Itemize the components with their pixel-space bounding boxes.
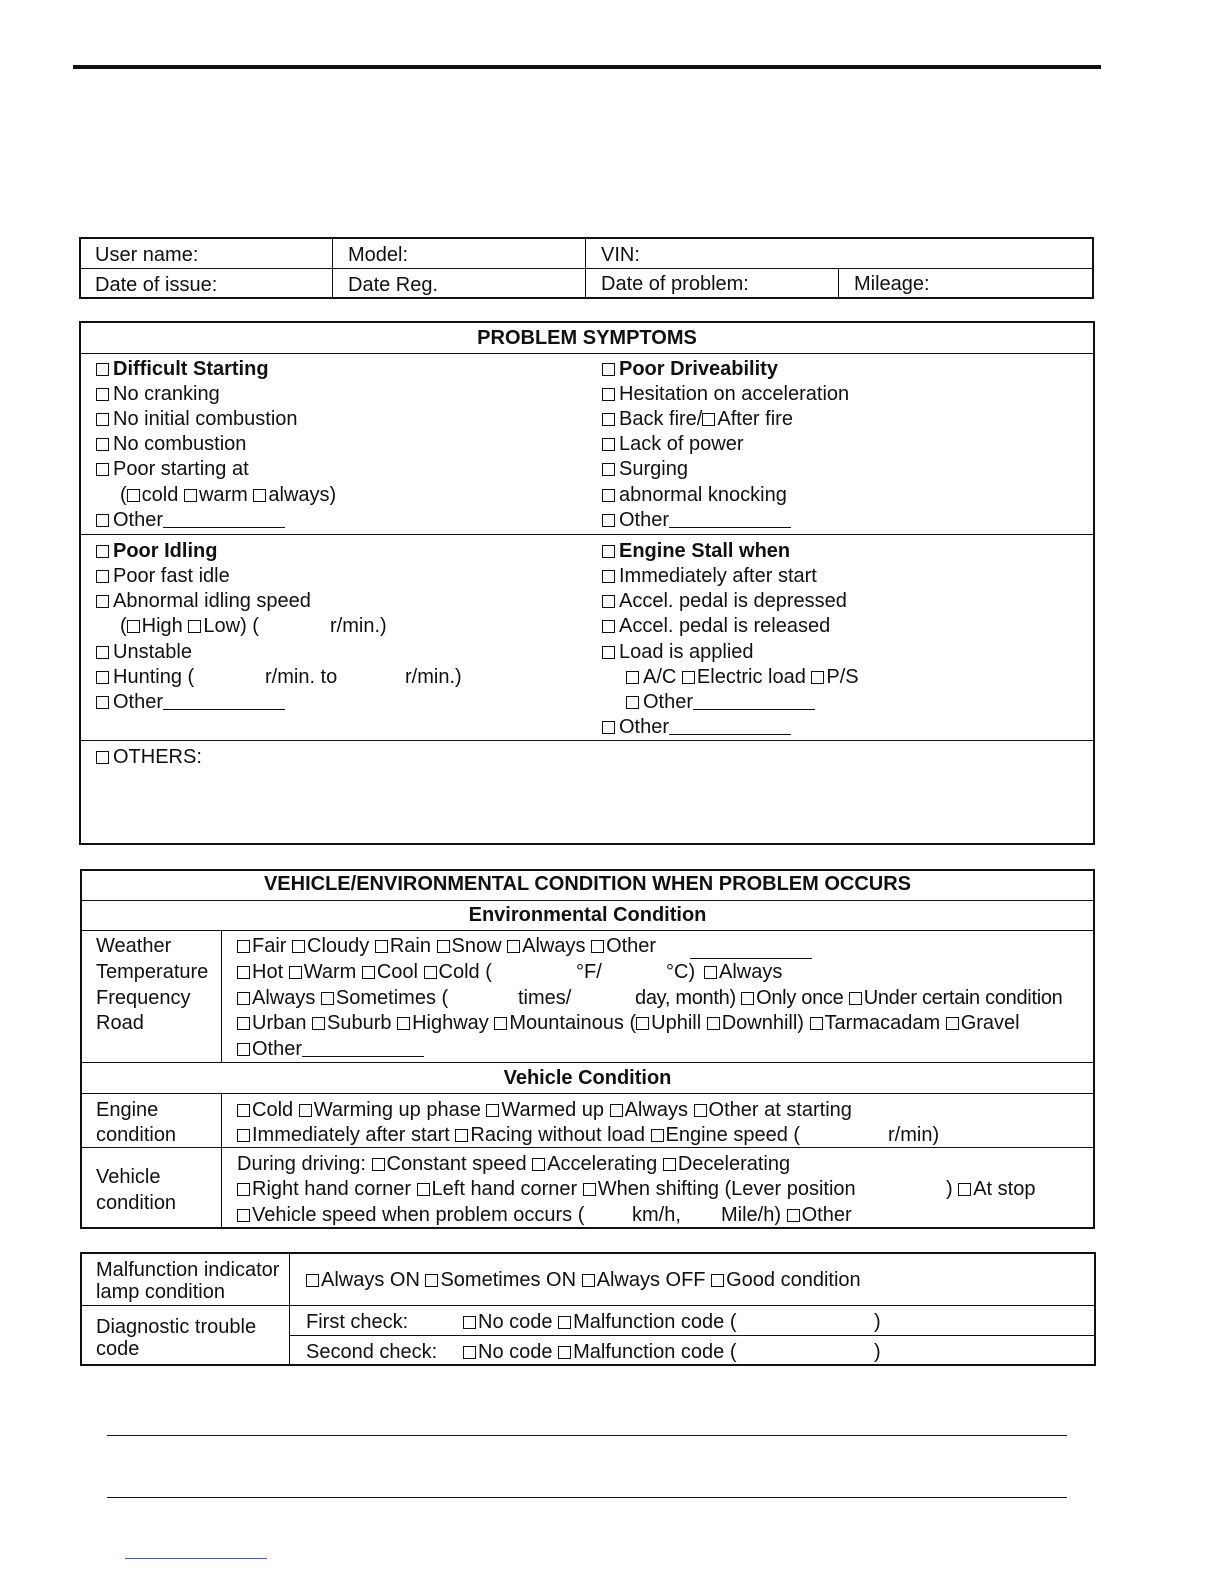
checkbox[interactable] bbox=[602, 620, 615, 633]
drive-other-option[interactable]: Other bbox=[602, 508, 791, 532]
checkbox[interactable] bbox=[486, 1104, 499, 1117]
checkbox[interactable] bbox=[610, 1104, 623, 1117]
checkbox[interactable] bbox=[96, 545, 109, 558]
divider bbox=[80, 353, 1094, 354]
vehicle-env-title: VEHICLE/ENVIRONMENTAL CONDITION WHEN PROBLEM OCCURS bbox=[263, 873, 912, 895]
engine-condition-row2[interactable]: Immediately after start Racing without load Engine speed ( bbox=[237, 1123, 800, 1147]
checkbox[interactable] bbox=[532, 1158, 545, 1171]
checkbox[interactable] bbox=[602, 489, 615, 502]
hunting-to: r/min. to bbox=[265, 666, 338, 688]
environmental-condition-title: Environmental Condition bbox=[468, 904, 707, 926]
checkbox[interactable] bbox=[237, 1043, 250, 1056]
no-initial-combustion-option[interactable]: No initial combustion bbox=[96, 407, 298, 431]
engine-stall-option[interactable]: Engine Stall when bbox=[602, 539, 790, 563]
poor-starting-option[interactable]: Poor starting at bbox=[96, 457, 249, 481]
divider bbox=[838, 269, 839, 298]
vehicle-condition-label-2: condition bbox=[96, 1192, 177, 1214]
first-check-close: ) bbox=[874, 1311, 881, 1333]
hunting-option[interactable]: Hunting ( bbox=[96, 665, 194, 689]
engine-condition-row1[interactable]: Cold Warming up phase Warmed up Always Other at starting bbox=[237, 1098, 852, 1122]
checkbox[interactable] bbox=[96, 751, 109, 764]
poor-driveability-option[interactable]: Poor Driveability bbox=[602, 357, 778, 381]
road-label: Road bbox=[96, 1012, 144, 1034]
checkbox[interactable] bbox=[463, 1316, 476, 1329]
divider bbox=[221, 1094, 222, 1228]
checkbox[interactable] bbox=[292, 940, 305, 953]
checkbox[interactable] bbox=[591, 940, 604, 953]
checkbox[interactable] bbox=[811, 671, 824, 684]
checkbox[interactable] bbox=[958, 1183, 971, 1196]
during-driving-row[interactable]: During driving: Constant speed Accelerating Decelerating bbox=[237, 1153, 791, 1175]
checkbox[interactable] bbox=[558, 1346, 571, 1359]
checkbox[interactable] bbox=[602, 388, 615, 401]
checkbox[interactable] bbox=[626, 696, 639, 709]
checkbox[interactable] bbox=[237, 940, 250, 953]
mil-options[interactable]: Always ON Sometimes ON Always OFF Good condition bbox=[306, 1268, 861, 1292]
checkbox[interactable] bbox=[707, 1017, 720, 1030]
blank-line[interactable] bbox=[669, 509, 791, 528]
checkbox[interactable] bbox=[602, 570, 615, 583]
second-check-options[interactable]: No code Malfunction code ( bbox=[463, 1340, 736, 1364]
checkbox[interactable] bbox=[494, 1017, 507, 1030]
idle-other-option[interactable]: Other bbox=[96, 690, 285, 714]
checkbox[interactable] bbox=[312, 1017, 325, 1030]
stall-load-types[interactable]: A/C Electric load P/S bbox=[626, 665, 859, 689]
checkbox[interactable] bbox=[602, 545, 615, 558]
hunting-end: r/min.) bbox=[405, 666, 462, 688]
checkbox[interactable] bbox=[96, 570, 109, 583]
blank-line[interactable] bbox=[163, 509, 285, 528]
divider bbox=[81, 1147, 1094, 1148]
checkbox[interactable] bbox=[362, 966, 375, 979]
checkbox[interactable] bbox=[463, 1346, 476, 1359]
checkbox[interactable] bbox=[184, 489, 197, 502]
at-stop-option[interactable]: ) At stop bbox=[946, 1178, 1036, 1200]
checkbox[interactable] bbox=[602, 595, 615, 608]
weather-label: Weather bbox=[96, 935, 172, 957]
checkbox[interactable] bbox=[96, 671, 109, 684]
freq-day-month[interactable]: day, month) Only once Under certain condition bbox=[635, 987, 1063, 1009]
checkbox[interactable] bbox=[602, 646, 615, 659]
divider bbox=[332, 239, 333, 298]
corner-row[interactable]: Right hand corner Left hand corner When shifting (Lever position bbox=[237, 1177, 856, 1201]
checkbox[interactable] bbox=[602, 721, 615, 734]
checkbox[interactable] bbox=[372, 1158, 385, 1171]
checkbox[interactable] bbox=[455, 1129, 468, 1142]
divider bbox=[80, 740, 1094, 741]
backfire-option[interactable]: Back fire/ After fire bbox=[602, 407, 793, 431]
surging-option[interactable]: Surging bbox=[602, 457, 688, 481]
checkbox[interactable] bbox=[96, 438, 109, 451]
checkbox[interactable] bbox=[375, 940, 388, 953]
mil-label-1: Malfunction indicator bbox=[96, 1259, 280, 1281]
poor-idling-option[interactable]: Poor Idling bbox=[96, 539, 217, 563]
checkbox[interactable] bbox=[583, 1183, 596, 1196]
others-option[interactable]: OTHERS: bbox=[96, 745, 202, 769]
stall-load-option[interactable]: Load is applied bbox=[602, 640, 754, 664]
blank-line[interactable] bbox=[693, 691, 815, 710]
divider bbox=[80, 268, 1093, 269]
checkbox[interactable] bbox=[96, 463, 109, 476]
stall-pedal-depressed-option[interactable]: Accel. pedal is depressed bbox=[602, 589, 847, 613]
second-check-label: Second check: bbox=[306, 1341, 438, 1363]
checkbox[interactable] bbox=[237, 1104, 250, 1117]
vehicle-condition-title: Vehicle Condition bbox=[503, 1067, 672, 1089]
blank-line[interactable] bbox=[690, 958, 812, 959]
checkbox[interactable] bbox=[237, 1183, 250, 1196]
checkbox[interactable] bbox=[237, 1017, 250, 1030]
divider bbox=[289, 1253, 290, 1365]
road-other-option[interactable]: Other bbox=[237, 1037, 424, 1061]
first-check-label: First check: bbox=[306, 1311, 409, 1333]
checkbox[interactable] bbox=[397, 1017, 410, 1030]
checkbox[interactable] bbox=[96, 413, 109, 426]
checkbox[interactable] bbox=[237, 1129, 250, 1142]
checkbox[interactable] bbox=[289, 966, 302, 979]
mileage-label: Mileage: bbox=[854, 273, 930, 295]
difficult-starting-option[interactable]: Difficult Starting bbox=[96, 357, 269, 381]
frequency-label: Frequency bbox=[96, 987, 191, 1009]
dtc-label-1: Diagnostic trouble bbox=[96, 1316, 257, 1338]
stall-pedal-released-option[interactable]: Accel. pedal is released bbox=[602, 614, 830, 638]
unstable-option[interactable]: Unstable bbox=[96, 640, 192, 664]
no-cranking-option[interactable]: No cranking bbox=[96, 382, 220, 406]
first-check-options[interactable]: No code Malfunction code ( bbox=[463, 1310, 736, 1334]
second-check-close: ) bbox=[874, 1341, 881, 1363]
divider bbox=[221, 931, 222, 1062]
checkbox[interactable] bbox=[299, 1104, 312, 1117]
lack-of-power-option[interactable]: Lack of power bbox=[602, 432, 744, 456]
checkbox[interactable] bbox=[704, 966, 717, 979]
blank-line[interactable] bbox=[302, 1038, 424, 1057]
temperature-options[interactable]: Hot Warm Cool Cold ( bbox=[237, 960, 492, 984]
divider bbox=[290, 1335, 1095, 1336]
checkbox[interactable] bbox=[96, 363, 109, 376]
starting-other-option[interactable]: Other bbox=[96, 508, 285, 532]
model-label: Model: bbox=[348, 244, 409, 266]
speed-kmh: km/h, bbox=[632, 1204, 681, 1226]
notes-line[interactable] bbox=[107, 1435, 1067, 1436]
checkbox[interactable] bbox=[787, 1209, 800, 1222]
checkbox[interactable] bbox=[602, 413, 615, 426]
temp-always-option[interactable]: Always bbox=[704, 960, 782, 984]
user-name-label: User name: bbox=[95, 244, 199, 266]
date-problem-label: Date of problem: bbox=[601, 273, 749, 295]
checkbox[interactable] bbox=[96, 646, 109, 659]
stall-load-other-option[interactable]: Other bbox=[626, 690, 815, 714]
hesitation-option[interactable]: Hesitation on acceleration bbox=[602, 382, 849, 406]
checkbox[interactable] bbox=[237, 1209, 250, 1222]
poor-starting-conditions[interactable]: ( cold warm always) bbox=[120, 484, 337, 506]
vehicle-condition-label-1: Vehicle bbox=[96, 1166, 161, 1188]
vehicle-speed-row[interactable]: Vehicle speed when problem occurs ( bbox=[237, 1203, 584, 1227]
checkbox[interactable] bbox=[424, 966, 437, 979]
dtc-label-2: code bbox=[96, 1338, 140, 1360]
checkbox[interactable] bbox=[237, 966, 250, 979]
engine-condition-label-1: Engine bbox=[96, 1099, 159, 1121]
no-combustion-option[interactable]: No combustion bbox=[96, 432, 246, 456]
idle-high-low[interactable]: ( High Low) ( bbox=[120, 615, 259, 637]
divider bbox=[81, 1093, 1094, 1094]
checkbox[interactable] bbox=[188, 620, 201, 633]
blank-line[interactable] bbox=[163, 691, 285, 710]
checkbox[interactable] bbox=[651, 1129, 664, 1142]
checkbox[interactable] bbox=[602, 514, 615, 527]
weather-options[interactable]: Fair Cloudy Rain Snow Always Other bbox=[237, 934, 656, 958]
abnormal-idle-option[interactable]: Abnormal idling speed bbox=[96, 589, 311, 613]
road-options[interactable]: Urban Suburb Highway Mountainous ( Uphill Downhill) Tarmacadam Gravel bbox=[237, 1011, 1020, 1035]
divider bbox=[80, 534, 1094, 535]
idle-rmin: r/min.) bbox=[330, 615, 387, 637]
checkbox[interactable] bbox=[810, 1017, 823, 1030]
stall-other-option[interactable]: Other bbox=[602, 715, 791, 739]
checkbox[interactable] bbox=[437, 940, 450, 953]
checkbox[interactable] bbox=[663, 1158, 676, 1171]
checkbox[interactable] bbox=[96, 696, 109, 709]
temp-f: °F/ bbox=[576, 961, 602, 983]
checkbox[interactable] bbox=[306, 1274, 319, 1287]
problem-symptoms-table bbox=[79, 321, 1095, 845]
checkbox[interactable] bbox=[96, 514, 109, 527]
knocking-option[interactable]: abnormal knocking bbox=[602, 483, 787, 507]
top-rule bbox=[73, 65, 1101, 69]
vin-label: VIN: bbox=[601, 244, 640, 266]
checkbox[interactable] bbox=[702, 413, 715, 426]
checkbox[interactable] bbox=[849, 992, 862, 1005]
checkbox[interactable] bbox=[96, 388, 109, 401]
checkbox[interactable] bbox=[417, 1183, 430, 1196]
mil-label-2: lamp condition bbox=[96, 1281, 225, 1303]
checkbox[interactable] bbox=[602, 363, 615, 376]
checkbox[interactable] bbox=[127, 489, 140, 502]
divider bbox=[81, 930, 1094, 931]
checkbox[interactable] bbox=[711, 1274, 724, 1287]
footer-link-underline[interactable] bbox=[125, 1558, 267, 1559]
checkbox[interactable] bbox=[636, 1017, 649, 1030]
stall-after-start-option[interactable]: Immediately after start bbox=[602, 564, 817, 588]
freq-times: times/ bbox=[518, 987, 572, 1009]
checkbox[interactable] bbox=[558, 1316, 571, 1329]
checkbox[interactable] bbox=[237, 992, 250, 1005]
checkbox[interactable] bbox=[602, 438, 615, 451]
problem-symptoms-title: PROBLEM SYMPTOMS bbox=[477, 327, 697, 349]
checkbox[interactable] bbox=[626, 671, 639, 684]
date-issue-label: Date of issue: bbox=[95, 274, 218, 296]
engine-condition-label-2: condition bbox=[96, 1124, 177, 1146]
checkbox[interactable] bbox=[582, 1274, 595, 1287]
engine-rmin: r/min) bbox=[888, 1124, 940, 1146]
poor-fast-idle-option[interactable]: Poor fast idle bbox=[96, 564, 230, 588]
divider bbox=[81, 1305, 1095, 1306]
notes-line[interactable] bbox=[107, 1497, 1067, 1498]
frequency-options[interactable]: Always Sometimes ( bbox=[237, 986, 448, 1010]
checkbox[interactable] bbox=[425, 1274, 438, 1287]
divider bbox=[81, 1062, 1094, 1063]
checkbox[interactable] bbox=[682, 671, 695, 684]
checkbox[interactable] bbox=[507, 940, 520, 953]
temperature-label: Temperature bbox=[96, 961, 209, 983]
blank-line[interactable] bbox=[669, 716, 791, 735]
divider bbox=[81, 900, 1094, 901]
checkbox[interactable] bbox=[253, 489, 266, 502]
checkbox[interactable] bbox=[694, 1104, 707, 1117]
checkbox[interactable] bbox=[96, 595, 109, 608]
checkbox[interactable] bbox=[741, 992, 754, 1005]
date-reg-label: Date Reg. bbox=[348, 274, 439, 296]
divider bbox=[585, 239, 586, 298]
checkbox[interactable] bbox=[321, 992, 334, 1005]
speed-mileh-option[interactable]: Mile/h) Other bbox=[721, 1204, 852, 1226]
temp-c: °C) bbox=[666, 961, 696, 983]
checkbox[interactable] bbox=[946, 1017, 959, 1030]
checkbox[interactable] bbox=[602, 463, 615, 476]
checkbox[interactable] bbox=[127, 620, 140, 633]
